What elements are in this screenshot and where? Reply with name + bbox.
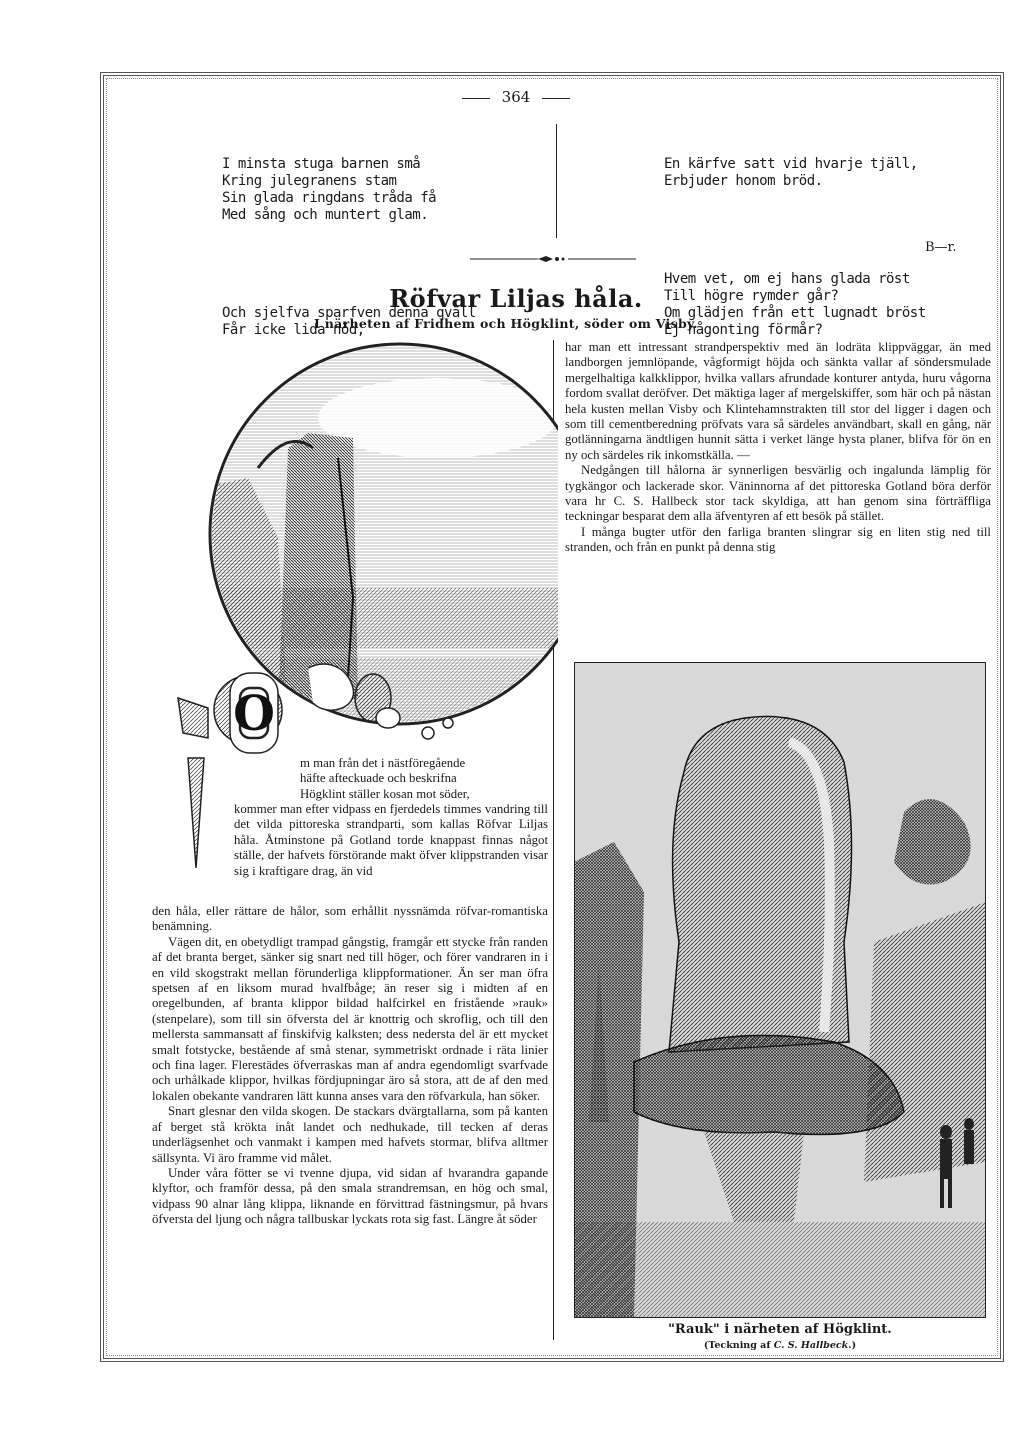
figure-caption: "Rauk" i närheten af Högklint. xyxy=(668,1322,892,1337)
article-body-right xyxy=(565,340,991,556)
poem-right-column xyxy=(664,122,926,356)
figure-credit: (Teckning af C. S. Hallbeck.) xyxy=(703,1340,857,1351)
poem-stanza: Och sjelfva sparfven denna qväll Får icke lida nöd, xyxy=(222,305,476,338)
divider-ornament-icon xyxy=(470,254,636,264)
article-paragraph: Nedgången till hålorna är synnerligen besvärlig och ingalunda lämplig för tygkängor och lackerade skor. Väninnorna af det pittoreska Gotland böra derför vara hr C. S. Hallbeck stor tack skyldiga, att han genom sina förträffliga teckningar besparat dem alla äfventyren af ett besök på stället. xyxy=(565,463,991,524)
poem-stanza: Hvem vet, om ej hans glada röst Till högre rymder går? Om glädjen från ett lugnadt bröst Ej någonting förmår? xyxy=(664,271,926,338)
article-title: Röfvar Liljas håla. xyxy=(389,284,643,313)
page-number: 364 xyxy=(0,88,1032,106)
article-paragraph: m man från det i nästföregående häfte afteckuade och beskrifna Högklint ställer kosan mot söder, xyxy=(300,756,470,801)
article-paragraph: Snart glesnar den vilda skogen. De stackars dvärgtallarna, som på kanten af berget stå krökta inåt landet och nedhukade, till tecken af deras underlägsenhet och vanmakt i kampen med hafvets stormar, blifva alltmer sällsynta. Vi äro framme vid målet. xyxy=(152,1104,548,1165)
article-paragraph: Vägen dit, en obetydligt trampad gångstig, framgår ett stycke från randen af det branta berget, sänker sig snart ned till höger, och förer vandraren in i en vild skogstrakt mellan förunderliga klippformationer. Än ser man öfra spetsen af en liksom murad hvalfbåge; än reser sig i midten af en oregelbunden, af branta klippor bildad halfcirkel en fristående »rauk» (stenpelare), som till sin öfversta del är knottrig och skroflig, och till den mellersta sammansatt af finskifvig kalksten; dess nedersta del är ett mycket smalt fotstycke, bestående af små stenar, symmetriskt ordnade i räta linier och fina lager. Flerestädes öfverraskas man af andra egendomligt svarfvade och urhålkade klippor, hvilkas fördjupningar äro så stora, att de af den med lokalen obekante vandraren lätt kunna anses vara den röfvarkula, han söker. xyxy=(152,934,548,1103)
article-body-left xyxy=(152,904,548,1228)
article-paragraph: den håla, eller rättare de hålor, som erhållit nyssnämda röfvar-romantiska benämning. xyxy=(152,904,548,934)
article-subtitle: I närheten af Fridhem och Högklint, söder om Visby. xyxy=(314,316,698,331)
article-paragraph: Under våra fötter se vi tvenne djupa, vid sidan af hvarandra gapande klyftor, och framför dessa, på den smala strandremsan, en hög och smal, vidpass 90 alnar lång klippa, liknande en förvittrad fästningsmur, på hvars öfversta del ljung och några tallbuskar lyckats rota sig fast. Längre åt söder xyxy=(152,1165,548,1227)
poem-stanza: I minsta stuga barnen små Kring julegranens stam Sin glada ringdans tråda få Med sång och muntert glam. xyxy=(222,156,437,223)
article-paragraph: kommer man efter vidpass en fjerdedels timmes vandring till det vilda pittoreska strandparti, som kallas Röfvar Liljas håla. Åtminstone på Gotland torde knappast finnas något ställe, der hafvets förstörande makt öfver klippstranden visar sig i kraftigare drag, än vid xyxy=(234,802,548,878)
article-paragraph: har man ett intressant strandperspektiv med än lodräta klippväggar, än med landborgen jemnlöpande, vågformigt höjda och sänkta vallar af söndersmulade mergelhaltiga kalkklippor, hvilka vallars afrundade konturer antyda, huru vågorna fordom svallat deröfver. Det mäktiga lager af mergelskiffer, som här och på nästan hela kusten mellan Visby och Klintehamnstrakten till stor del ligger i dagen och som till cementberedning pröfvats vara så särdeles användbart, skall en gång, när gotlänningarna ändtligen hunnit sätta i verket länge hysta planer, blifva för ön en ny och särdeles rik inkomstkälla. — xyxy=(565,340,991,462)
rauk-engraving-illustration xyxy=(574,662,986,1318)
poem-signature: B—r. xyxy=(925,240,957,255)
poem-stanza: En kärfve satt vid hvarje tjäll, Erbjuder honom bröd. xyxy=(664,156,918,189)
drop-cap: O xyxy=(233,686,275,742)
article-paragraph: I många bugter utför den farliga branten slingrar sig en liten stig ned till stranden, och från en punkt på denna stig xyxy=(565,524,991,555)
column-divider xyxy=(556,124,557,238)
